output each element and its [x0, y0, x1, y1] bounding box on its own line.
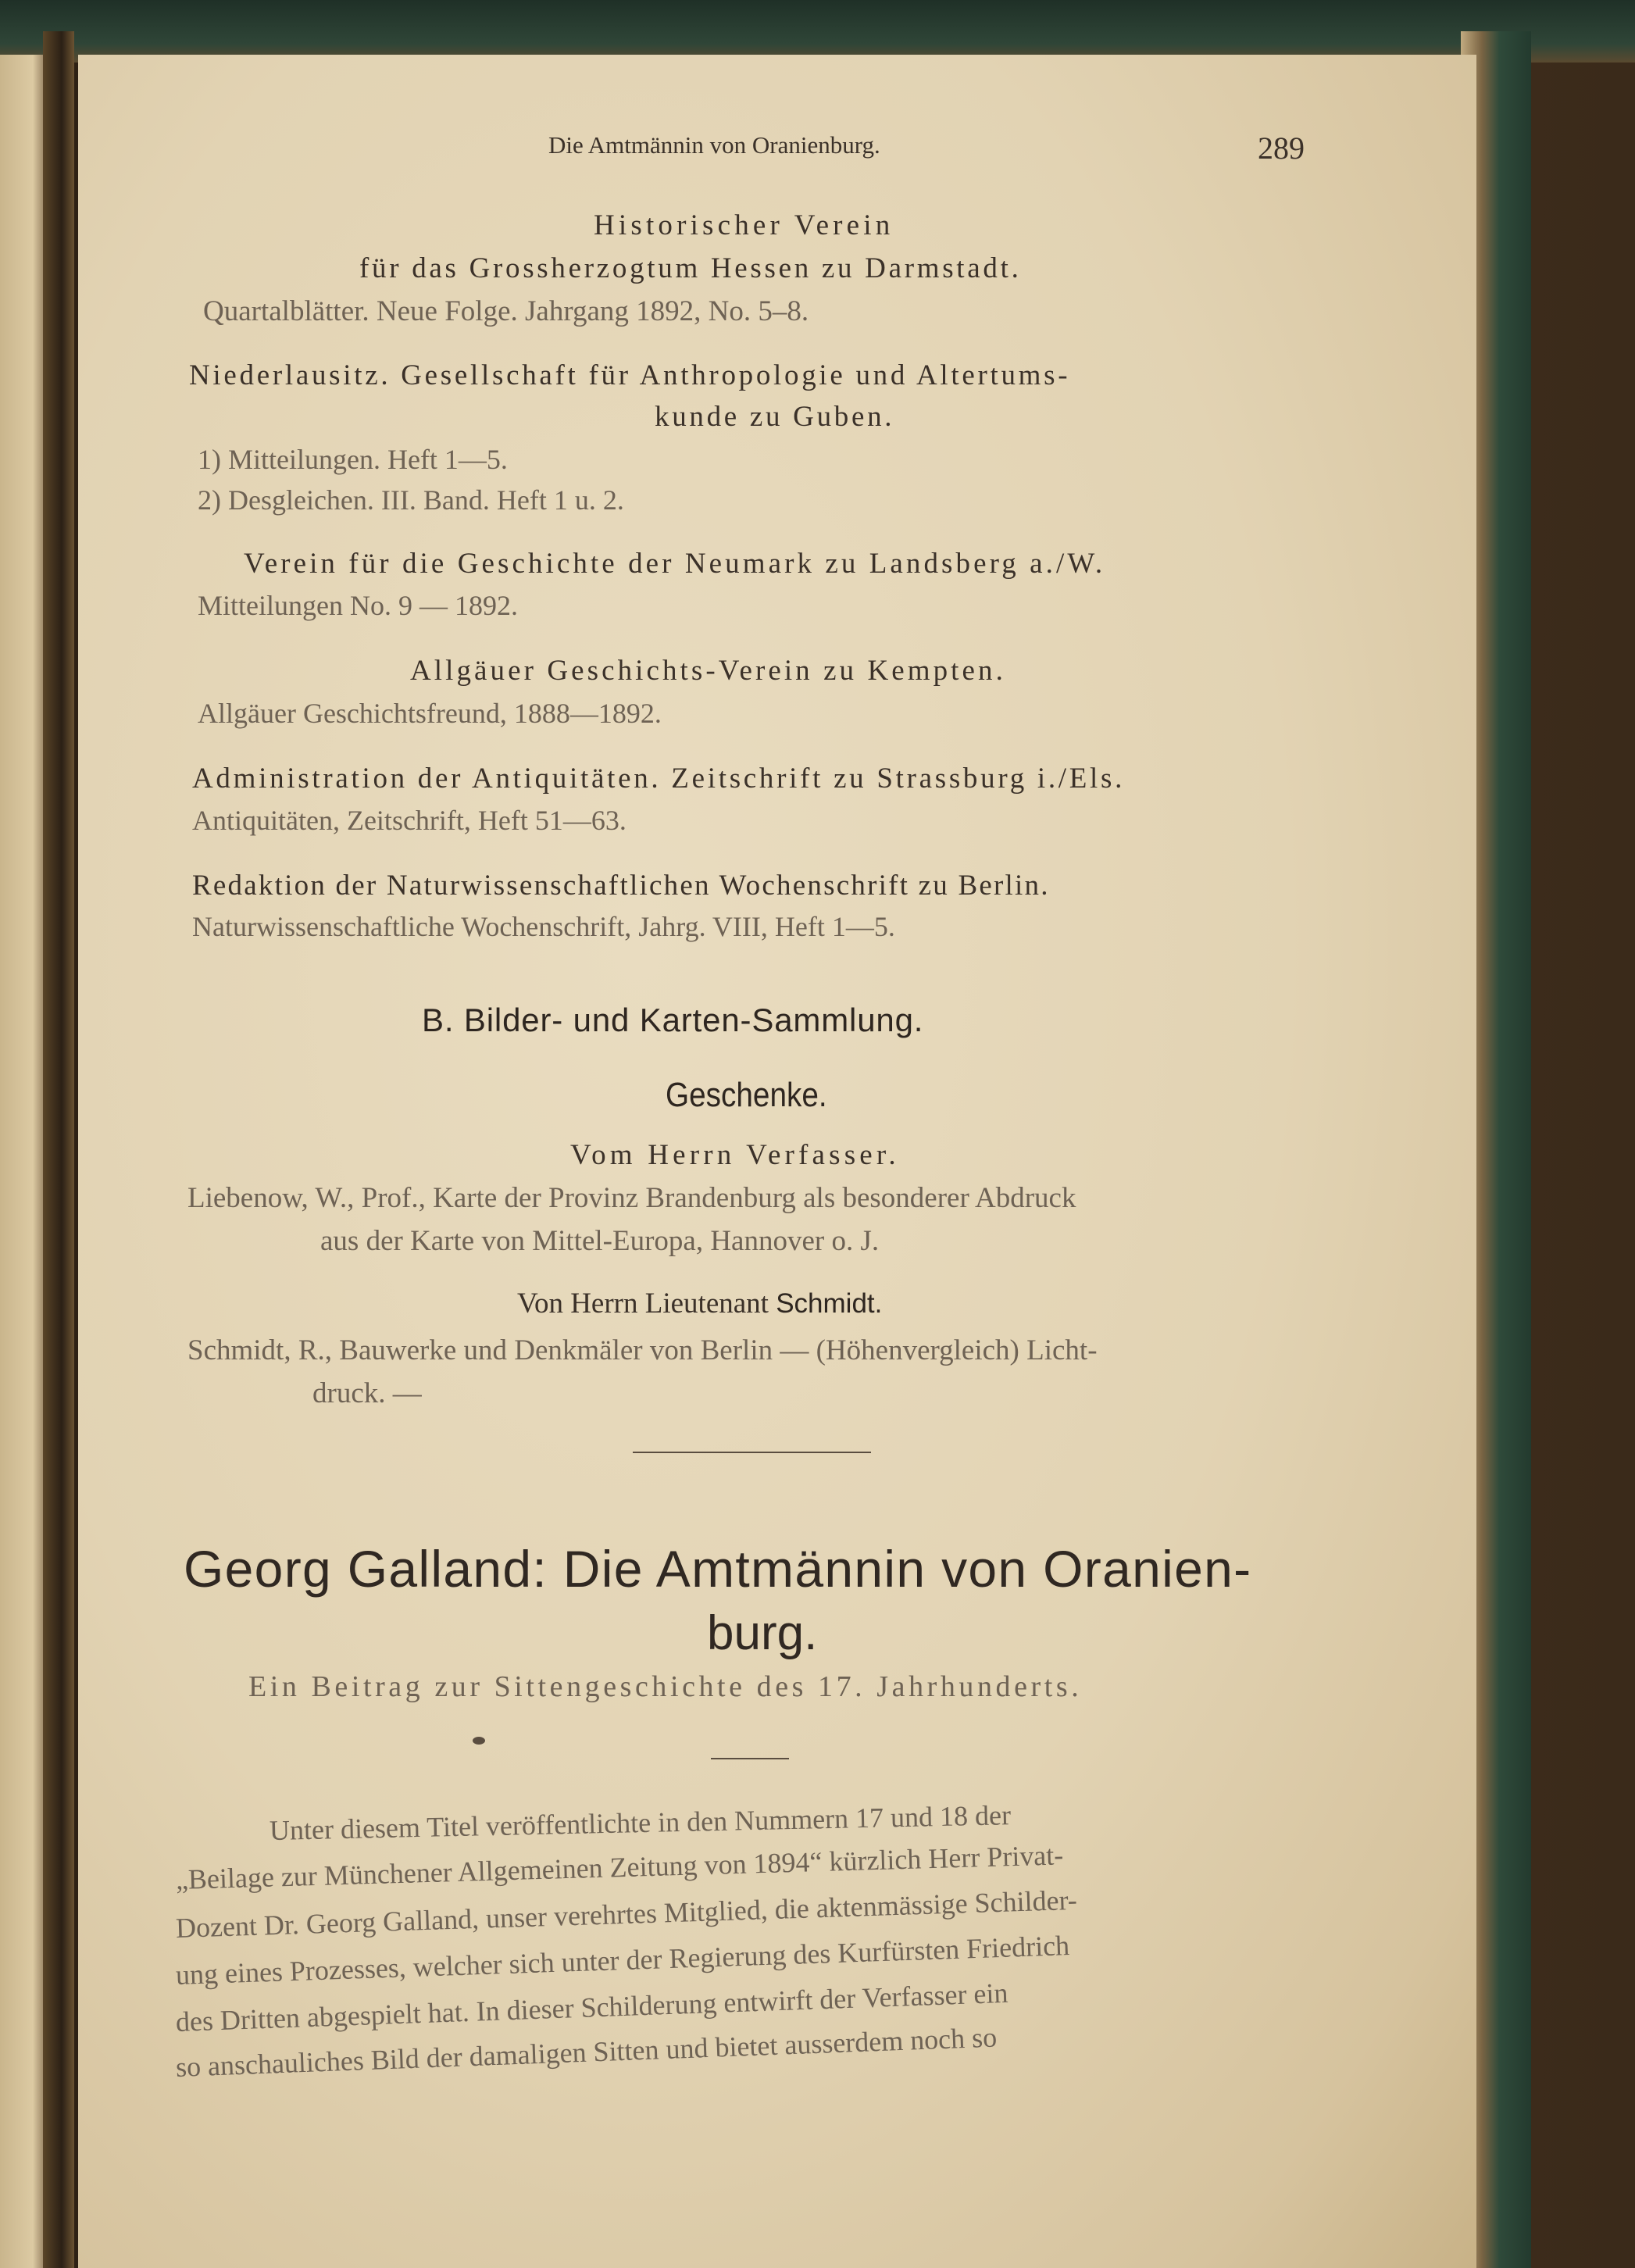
article-rule: [711, 1758, 789, 1759]
entry-2-line-4: 2) Desgleichen. III. Band. Heft 1 u. 2.: [198, 484, 624, 516]
ink-blot: [473, 1737, 485, 1745]
book-gutter: [43, 31, 74, 2268]
donor-2-prefix: Von Herrn Lieutenant: [517, 1288, 769, 1320]
article-title-line-1: Georg Galland: Die Amtmännin von Oranien-: [184, 1540, 1252, 1598]
section-b-heading: B. Bilder- und Karten-Sammlung.: [422, 1002, 924, 1038]
article-body-line-2: „Beilage zur Münchener Allgemeinen Zeitung von 1894“ kürzlich Herr Privat-: [175, 1839, 1064, 1895]
article-body-line-6: so anschauliches Bild der damaligen Sitten und bietet ausserdem noch so: [175, 2021, 998, 2083]
entry-6-line-2: Naturwissenschaftliche Wochenschrift, Jahrg. VIII, Heft 1—5.: [192, 911, 895, 942]
entry-5-line-2: Antiquitäten, Zeitschrift, Heft 51—63.: [192, 805, 627, 836]
entry-2-line-1: Niederlausitz. Gesellschaft für Anthropologie und Altertums-: [189, 359, 1071, 391]
entry-5-line-1: Administration der Antiquitäten. Zeitschrift zu Strassburg i./Els.: [192, 763, 1126, 795]
item-2-line-1: Schmidt, R., Bauwerke und Denkmäler von Berlin — (Höhenvergleich) Licht-: [187, 1334, 1098, 1366]
book-page: [78, 55, 1476, 2268]
donor-2: [517, 1289, 882, 1318]
article-body-line-5: des Dritten abgespielt hat. In dieser Schilderung entwirft der Verfasser ein: [175, 1977, 1009, 2038]
item-1-line-1: Liebenow, W., Prof., Karte der Provinz Brandenburg als besonderer Abdruck: [187, 1182, 1076, 1214]
entry-1-line-2: für das Grossherzogtum Hessen zu Darmstadt.: [359, 252, 1022, 284]
entry-3-line-2: Mitteilungen No. 9 — 1892.: [198, 590, 518, 621]
item-1-line-2: aus der Karte von Mittel-Europa, Hannover o. J.: [320, 1225, 880, 1257]
entry-3-line-1: Verein für die Geschichte der Neumark zu Landsberg a./W.: [244, 548, 1106, 580]
article-subtitle: Ein Beitrag zur Sittengeschichte des 17. Jahrhunderts.: [248, 1670, 1083, 1703]
facing-page-edge: [0, 55, 47, 2268]
entry-1-line-1: Historischer Verein: [594, 209, 894, 241]
entry-1-line-3: Quartalblätter. Neue Folge. Jahrgang 1892, No. 5–8.: [203, 295, 809, 327]
donor-1: Vom Herrn Verfasser.: [570, 1139, 900, 1171]
entry-4-line-1: Allgäuer Geschichts-Verein zu Kempten.: [410, 655, 1006, 687]
article-body-line-1: Unter diesem Titel veröffentlichte in den Nummern 17 und 18 der: [269, 1799, 1012, 1846]
section-b-subheading: Geschenke.: [666, 1076, 827, 1114]
running-title: Die Amtmännin von Oranienburg.: [548, 131, 880, 159]
page-number: 289: [1258, 130, 1305, 166]
entry-6-line-1: Redaktion der Naturwissenschaftlichen Wochenschrift zu Berlin.: [192, 870, 1050, 902]
entry-4-line-2: Allgäuer Geschichtsfreund, 1888—1892.: [198, 698, 662, 729]
book-cover-top-edge: [0, 0, 1635, 63]
article-body-line-4: ung eines Prozesses, welcher sich unter der Regierung des Kurfürsten Friedrich: [175, 1930, 1070, 1991]
entry-2-line-2: kunde zu Guben.: [655, 401, 895, 433]
article-body-line-3: Dozent Dr. Georg Galland, unser verehrtes Mitglied, die aktenmässige Schilder-: [175, 1884, 1078, 1944]
item-2-line-2: druck. —: [312, 1377, 422, 1409]
article-title-line-2: burg.: [707, 1606, 818, 1660]
section-divider: [633, 1452, 871, 1453]
entry-2-line-3: 1) Mitteilungen. Heft 1—5.: [198, 444, 508, 475]
donor-2-name: Schmidt.: [776, 1288, 883, 1319]
